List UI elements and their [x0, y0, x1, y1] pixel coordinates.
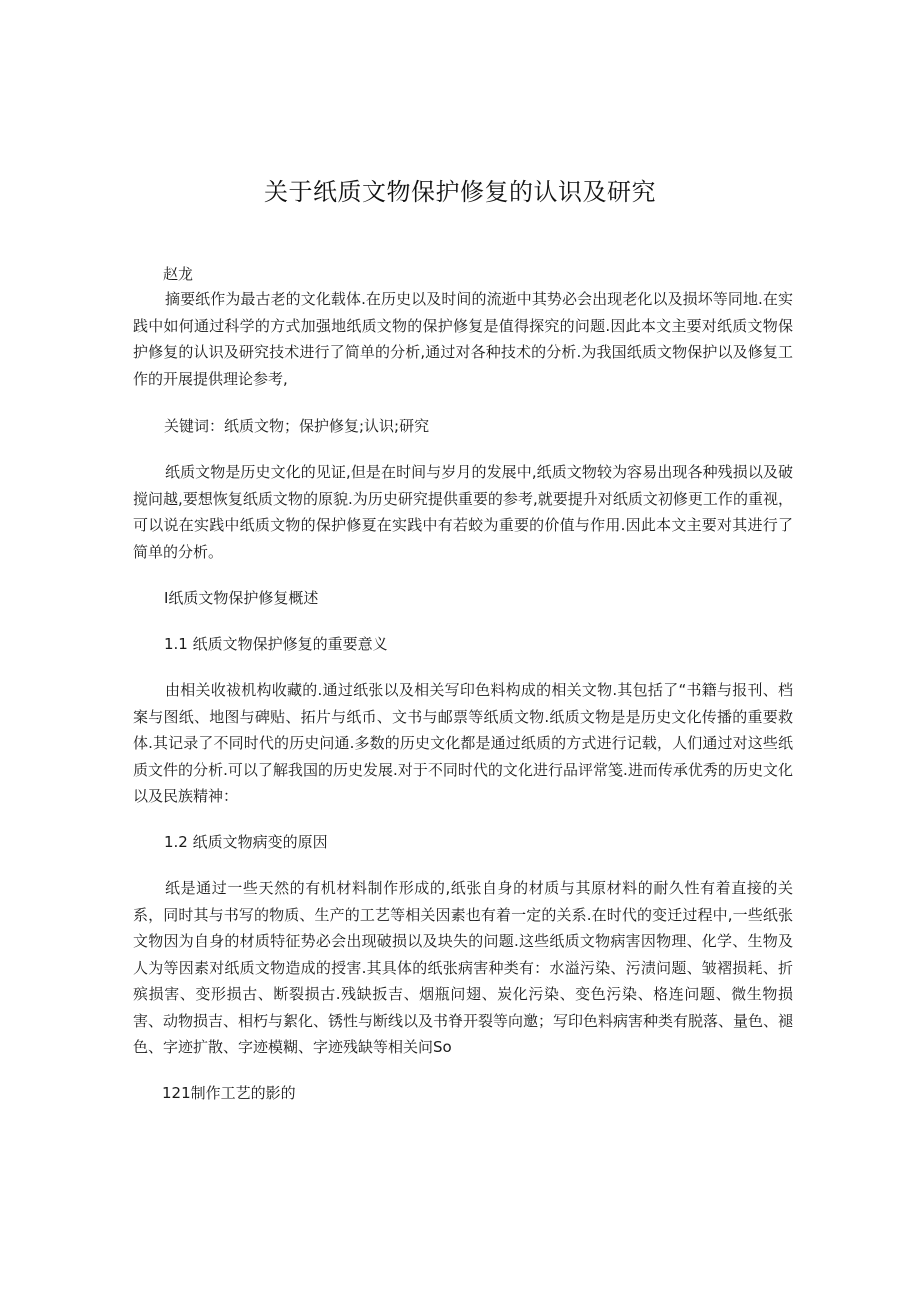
intro-paragraph: 纸质文物是历史文化的见证,但是在时间与岁月的发展中,纸质文物较为容易出现各种残损以及破搅问越,要想恢复纸质文物的原貌.为历史研究提供重要的参考,就要提升对纸质文初修更工作的重视，可以说在实践中纸质文物的保护修夏在实践中有若蛟为重要的价值与作用.因此本文主要对其进行了简单的分析。	[133, 463, 793, 561]
section-1-2-heading: 1.2 纸质文物病变的原因	[164, 833, 328, 851]
section-1-2-1-heading: 121制作工艺的影的	[162, 1084, 296, 1102]
section-1-heading: I纸质文物保护修复概述	[164, 589, 319, 607]
section-1-1-heading: 1.1 纸质文物保护修复的重要意义	[164, 635, 388, 653]
keywords-line: 关键词：纸质文物；保护修复;认识;研究	[164, 417, 430, 435]
document-title: 关于纸质文物保护修复的认识及研究	[264, 178, 656, 206]
section-1-1-paragraph: 由相关收祓机构收藏的.通过纸张以及相关写印色料构成的相关文物.其包括了“书籍与报刊、档案与图纸、地图与碑贴、拓片与纸币、文书与邮票等纸质文物.纸质文物是是历史文化传播的重要救体.其记录了不同时代的历史问通.多数的历史文化都是通过纸质的方式进行记载，人们通过对这些纸质文件的分析.可以了解我国的历史发展.对于不同时代的文化进行品评常笺.进而传承优秀的历史文化以及民族精神：	[133, 681, 793, 805]
abstract-paragraph: 摘要纸作为最古老的文化载体.在历史以及时间的流逝中其势必会出现老化以及损坏等同地.在实践中如何通过科学的方式加强地纸质文物的保护修复是值得探究的问题.因此本文主要对纸质文物保护修复的认识及研究技术进行了简单的分析,通过对各种技术的分析.为我国纸质文物保护以及修复工作的开展提供理论参考,	[133, 290, 793, 388]
section-1-2-paragraph: 纸是通过一些天然的有机材料制作形成的,纸张自身的材质与其原材料的耐久性有着直接的关系，同时其与书写的物质、生产的工艺等相关因素也有着一定的关系.在时代的变迁过程中,一些纸张文物因为自身的材质特征势必会出现破损以及块失的问题.这些纸质文物病害因物理、化学、生物及人为等因素对纸质文物造成的授害.其具体的纸张病害种类有：水溢污染、污渍问题、皱褶损耗、折殡损害、变形损古、断裂损古.残缺扳吉、烟瓶问翅、炭化污染、变色污染、格连问题、微生物损害、动物损吉、相朽与絮化、锈性与断线以及书脊开裂等向邀；写印色料病害种类有脱落、量色、褪色、字迹扩散、字迹模糊、字迹残缺等相关问So	[133, 879, 794, 1056]
author-name: 赵龙	[163, 265, 194, 283]
